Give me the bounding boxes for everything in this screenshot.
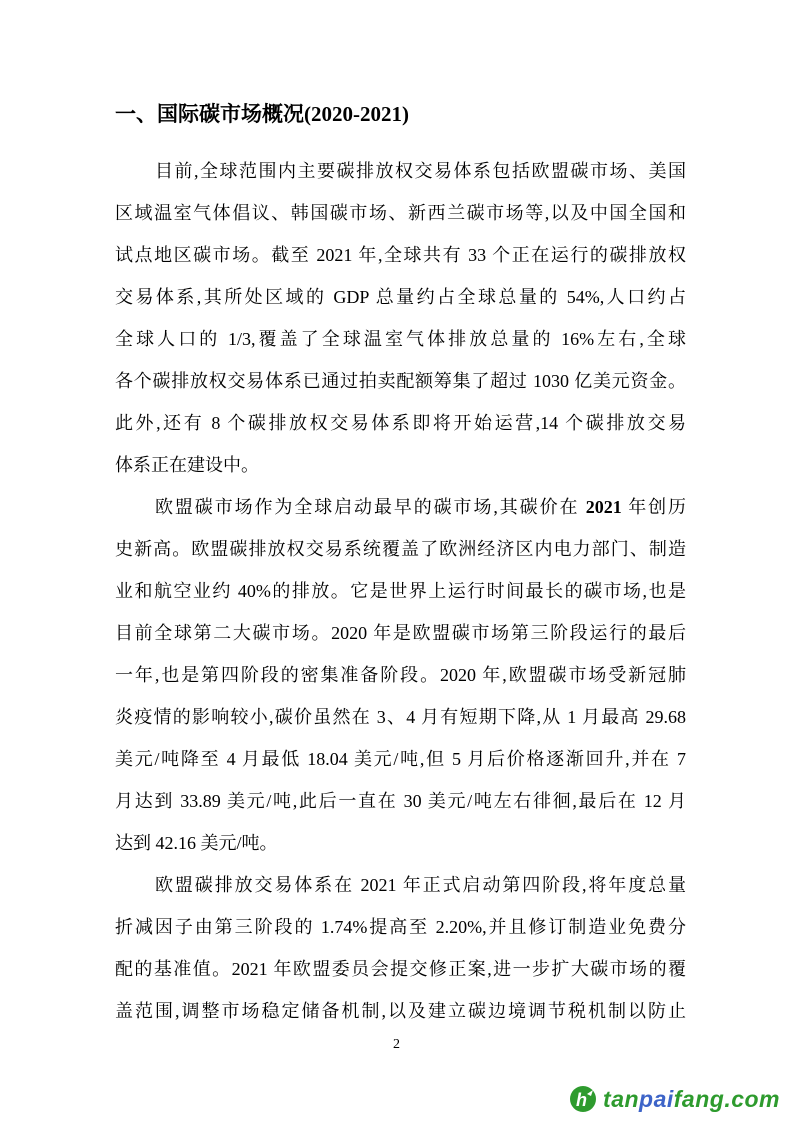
text-run: 各个碳排放权交易体系已通过拍卖配额筹集了超过 1030 亿美元资金。 (115, 371, 686, 391)
tanpaifang-logo-text (603, 1086, 780, 1113)
text-line (115, 276, 686, 318)
text-line (115, 990, 686, 1032)
text-line (115, 654, 686, 696)
text-run: 达到 42.16 美元/吨。 (115, 833, 278, 853)
text-run: 交易体系,其所处区域的 GDP 总量约占全球总量的 54%,人口约占 (115, 287, 686, 307)
text-run: 欧盟碳排放交易体系在 2021 年正式启动第四阶段,将年度总量 (155, 875, 686, 895)
text-line (115, 948, 686, 990)
text-line (115, 738, 686, 780)
text-run: 美元/吨降至 4 月最低 18.04 美元/吨,但 5 月后价格逐渐回升,并在 7 (115, 749, 686, 769)
text-line (115, 906, 686, 948)
text-run: 盖范围,调整市场稳定储备机制,以及建立碳边境调节税机制以防止 (115, 1001, 686, 1021)
page-number: 2 (393, 1037, 400, 1052)
text-line (115, 570, 686, 612)
tanpaifang-logo[interactable] (569, 1082, 780, 1116)
text-run: 此外,还有 8 个碳排放权交易体系即将开始运营,14 个碳排放交易 (115, 413, 686, 433)
text-run: 一年,也是第四阶段的密集准备阶段。2020 年,欧盟碳市场受新冠肺 (115, 665, 686, 685)
text-line (115, 780, 686, 822)
text-run: 体系正在建设中。 (115, 455, 259, 475)
text-line (115, 864, 686, 906)
logo-text-segment: tan (603, 1085, 640, 1112)
text-run: 史新高。欧盟碳排放权交易系统覆盖了欧洲经济区内电力部门、制造 (115, 539, 686, 559)
text-run: 目前,全球范围内主要碳排放权交易体系包括欧盟碳市场、美国 (155, 161, 686, 181)
text-line (115, 234, 686, 276)
logo-text-segment: fang.com (673, 1085, 780, 1112)
text-line (115, 612, 686, 654)
text-run: 年创历 (621, 497, 686, 517)
text-run: 区域温室气体倡议、韩国碳市场、新西兰碳市场等,以及中国全国和 (115, 203, 686, 223)
section-heading: 一、国际碳市场概况(2020-2021) (115, 102, 409, 126)
text-line (115, 528, 686, 570)
text-line (115, 822, 686, 864)
text-line (115, 444, 686, 486)
text-line (115, 696, 686, 738)
text-line (115, 486, 686, 528)
text-line (115, 360, 686, 402)
text-line (115, 402, 686, 444)
text-run: 配的基准值。2021 年欧盟委员会提交修正案,进一步扩大碳市场的覆 (115, 959, 686, 979)
text-line (115, 318, 686, 360)
text-run: 月达到 33.89 美元/吨,此后一直在 30 美元/吨左右徘徊,最后在 12 月 (115, 791, 686, 811)
bold-text-run: 2021 (585, 497, 622, 517)
text-run: 全球人口的 1/3,覆盖了全球温室气体排放总量的 16%左右,全球 (115, 329, 686, 349)
text-run: 试点地区碳市场。截至 2021 年,全球共有 33 个正在运行的碳排放权 (115, 245, 686, 265)
text-run: 炎疫情的影响较小,碳价虽然在 3、4 月有短期下降,从 1 月最高 29.68 (115, 707, 686, 727)
text-run: 折减因子由第三阶段的 1.74%提高至 2.20%,并且修订制造业免费分 (115, 917, 686, 937)
leaf-h-icon (569, 1085, 597, 1113)
text-line (115, 150, 686, 192)
document-body (115, 150, 686, 1032)
text-run: 欧盟碳市场作为全球启动最早的碳市场,其碳价在 (155, 497, 586, 517)
text-line (115, 192, 686, 234)
logo-text-segment: pai (639, 1085, 674, 1112)
svg-text:h: h (576, 1090, 588, 1110)
text-run: 目前全球第二大碳市场。2020 年是欧盟碳市场第三阶段运行的最后 (115, 623, 686, 643)
text-run: 业和航空业约 40%的排放。它是世界上运行时间最长的碳市场,也是 (115, 581, 686, 601)
